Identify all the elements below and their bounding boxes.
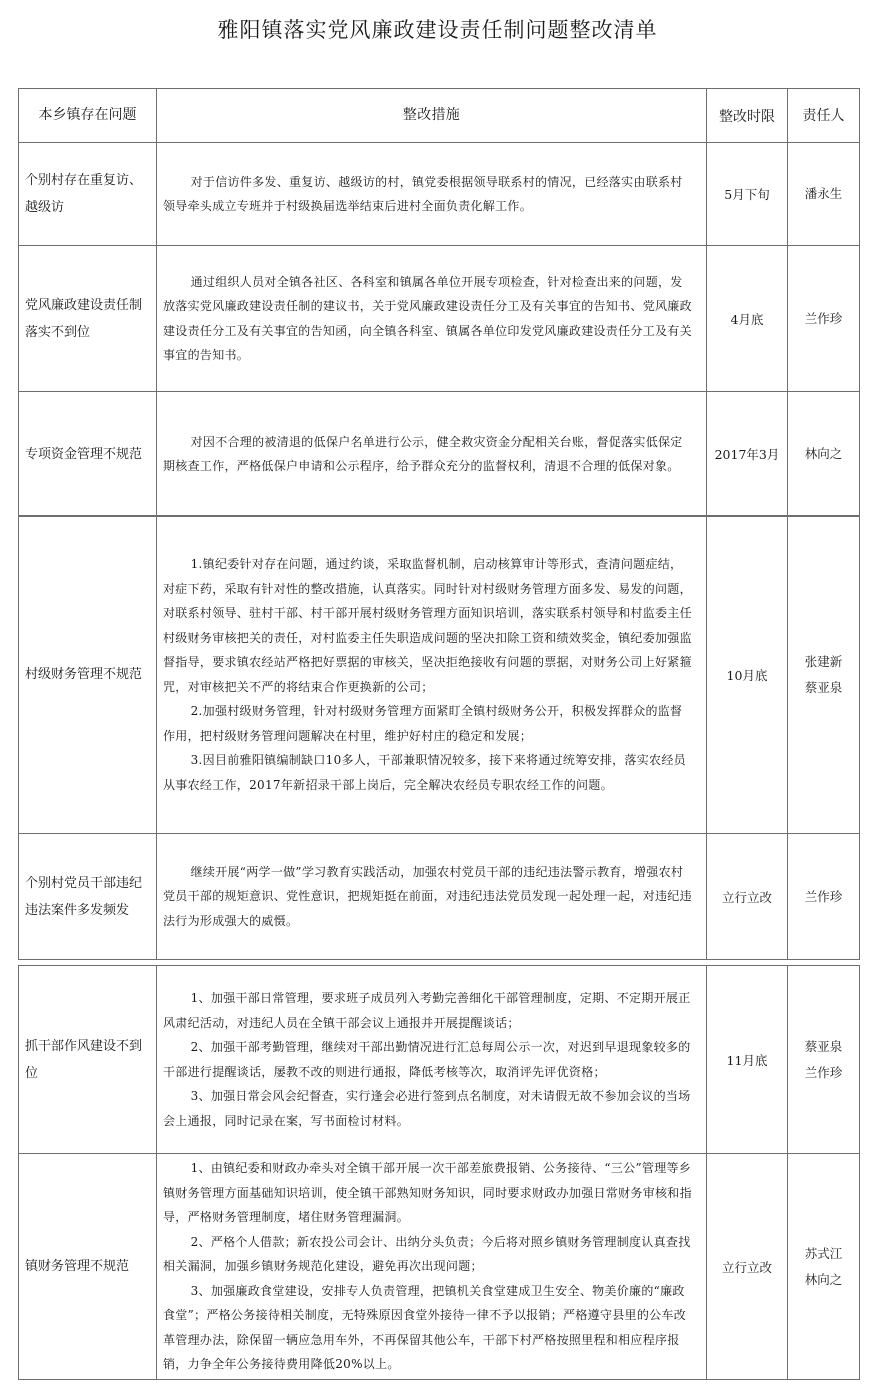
table-header-row xyxy=(19,89,860,143)
rectification-table-part-1 xyxy=(18,88,860,517)
measures-cell xyxy=(157,834,707,960)
person-name: 兰作珍 xyxy=(804,1064,843,1080)
rectification-table-part-2 xyxy=(18,515,860,960)
measure-paragraph: 3、加强廉政食堂建设，安排专人负责管理，把镇机关食堂建成卫生安全、物美价廉的“廉政食堂”；严格公务接待相关制度，无特殊原因食堂外接待一律不予以报销；严格遵守县里的公车改革管理办法，除保留一辆应急用车外，不再保留其他公车，干部下村严格按照里程和相应程序报销，力争全年公务接待费用降低20%以上。 xyxy=(163,1283,687,1372)
problem-cell: 村级财务管理不规范 xyxy=(19,516,157,834)
person-name: 苏式江 xyxy=(804,1245,843,1261)
measure-paragraph: 对因不合理的被清退的低保户名单进行公示，健全救灾资金分配相关台账，督促落实低保定期核查工作，严格低保户申请和公示程序，给予群众充分的监督权利，清退不合理的低保对象。 xyxy=(163,434,683,473)
measures-cell xyxy=(157,392,707,517)
time-cell: 5月下旬 xyxy=(707,143,788,246)
measure-paragraph: 通过组织人员对全镇各社区、各科室和镇属各单位开展专项检查，针对检查出来的问题，发放落实党风廉政建设责任制的建议书，关于党风廉政建设责任分工及有关事宜的告知书、党风廉政建设责任分工及有关事宜的告知函，向全镇各科室、镇属各单位印发党风廉政建设责任分工及有关事宜的告知书。 xyxy=(163,274,692,362)
person-cell xyxy=(788,143,860,246)
measure-paragraph: 1、加强干部日常管理，要求班子成员列入考勤完善细化干部管理制度，定期、不定期开展正风肃纪活动，对违纪人员在全镇干部会议上通报并开展提醒谈话； xyxy=(163,991,691,1030)
measures-cell xyxy=(157,966,707,1154)
measure-paragraph: 2.加强村级财务管理，针对村级财务管理方面紧盯全镇村级财务公开，积极发挥群众的监督作用，把村级财务管理问题解决在村里，维护好村庄的稳定和发展； xyxy=(163,704,683,743)
time-cell: 11月底 xyxy=(707,966,788,1154)
person-name: 蔡亚泉 xyxy=(804,679,843,695)
measures-cell xyxy=(157,246,707,392)
table-row xyxy=(19,516,860,834)
page-title: 雅阳镇落实党风廉政建设责任制问题整改清单 xyxy=(217,18,658,42)
header-person: 责任人 xyxy=(788,89,860,143)
table-row xyxy=(19,966,860,1154)
problem-cell: 个别村党员干部违纪违法案件多发频发 xyxy=(19,834,157,960)
person-name: 兰作珍 xyxy=(804,888,843,904)
problem-cell: 镇财务管理不规范 xyxy=(19,1154,157,1380)
time-cell: 10月底 xyxy=(707,516,788,834)
problem-cell: 专项资金管理不规范 xyxy=(19,392,157,517)
person-name: 兰作珍 xyxy=(804,310,843,326)
measures-cell xyxy=(157,1154,707,1380)
person-name: 林向之 xyxy=(804,1271,843,1287)
measure-paragraph: 继续开展“两学一做”学习教育实践活动，加强农村党员干部的违纪违法警示教育，增强农村党员干部的规矩意识、党性意识，把规矩挺在前面，对违纪违法党员发现一起处理一起，对违纪违法行为形成强大的威慑。 xyxy=(163,864,692,928)
problem-cell: 个别村存在重复访、越级访 xyxy=(19,143,157,246)
person-cell xyxy=(788,834,860,960)
person-cell xyxy=(788,246,860,392)
measure-paragraph: 1、由镇纪委和财政办牵头对全镇干部开展一次干部差旅费报销、公务接待、“三公”管理等乡镇财务管理方面基础知识培训，使全镇干部熟知财务知识，同时要求财政办加强日常财务审核和指导，严格财务管理制度，堵住财务管理漏洞。 xyxy=(163,1161,692,1225)
measure-paragraph: 2、加强干部考勤管理，继续对干部出勤情况进行汇总每周公示一次，对迟到早退现象较多的干部进行提醒谈话，屡教不改的则进行通报，降低考核等次，取消评先评优资格； xyxy=(163,1040,691,1079)
measure-paragraph: 2、严格个人借款；新农投公司会计、出纳分头负责；今后将对照乡镇财务管理制度认真查找相关漏洞，加强乡镇财务规范化建设，避免再次出现问题； xyxy=(163,1234,691,1274)
person-name: 蔡亚泉 xyxy=(804,1038,843,1054)
time-cell: 立行立改 xyxy=(707,1154,788,1380)
table-row xyxy=(19,1154,860,1380)
header-problem: 本乡镇存在问题 xyxy=(19,89,157,143)
person-cell xyxy=(788,1154,860,1380)
person-name: 潘永生 xyxy=(804,186,843,201)
person-cell xyxy=(788,516,860,834)
problem-cell: 党风廉政建设责任制落实不到位 xyxy=(19,246,157,392)
table-row xyxy=(19,392,860,517)
measure-paragraph: 1.镇纪委针对存在问题，通过约谈，采取监督机制，启动核算审计等形式，查清问题症结，对症下药，采取有针对性的整改措施，认真落实。同时针对村级财务管理方面多发、易发的问题，对联系村领导、驻村干部、村干部开展村级财务管理方面知识培训，落实联系村领导和村监委主任村级财务审核把关的责任，对村监委主任失职造成问题的坚决扣除工资和绩效奖金，镇纪委加强监督指导，要求镇农经站严格把好票据的审核关，坚决拒绝接收有问题的票据，对财务公司上好紧箍咒，对审核把关不严的将结束合作更换新的公司； xyxy=(163,557,692,694)
person-name: 张建新 xyxy=(804,653,843,669)
person-name: 林向之 xyxy=(804,446,843,461)
time-cell: 2017年3月 xyxy=(707,392,788,517)
header-time: 整改时限 xyxy=(707,89,788,143)
person-cell xyxy=(788,392,860,517)
header-measures: 整改措施 xyxy=(157,89,707,143)
rectification-table-part-3 xyxy=(18,965,860,1380)
measure-paragraph: 3.因目前雅阳镇编制缺口10多人，干部兼职情况较多，接下来将通过统筹安排，落实农经员从事农经工作，2017年新招录干部上岗后，完全解决农经员专职农经工作的问题。 xyxy=(163,753,686,792)
table-row xyxy=(19,143,860,246)
measures-cell xyxy=(157,516,707,834)
problem-cell: 抓干部作风建设不到位 xyxy=(19,966,157,1154)
table-row xyxy=(19,246,860,392)
measure-paragraph: 3、加强日常会风会纪督查，实行逢会必进行签到点名制度，对未请假无故不参加会议的当场会上通报，同时记录在案，写书面检讨材料。 xyxy=(163,1089,691,1128)
table-row xyxy=(19,834,860,960)
measure-paragraph: 对于信访件多发、重复访、越级访的村，镇党委根据领导联系村的情况，已经落实由联系村领导牵头成立专班并于村级换届选举结束后进村全面负责化解工作。 xyxy=(163,174,683,213)
measures-cell xyxy=(157,143,707,246)
person-cell xyxy=(788,966,860,1154)
time-cell: 4月底 xyxy=(707,246,788,392)
time-cell: 立行立改 xyxy=(707,834,788,960)
